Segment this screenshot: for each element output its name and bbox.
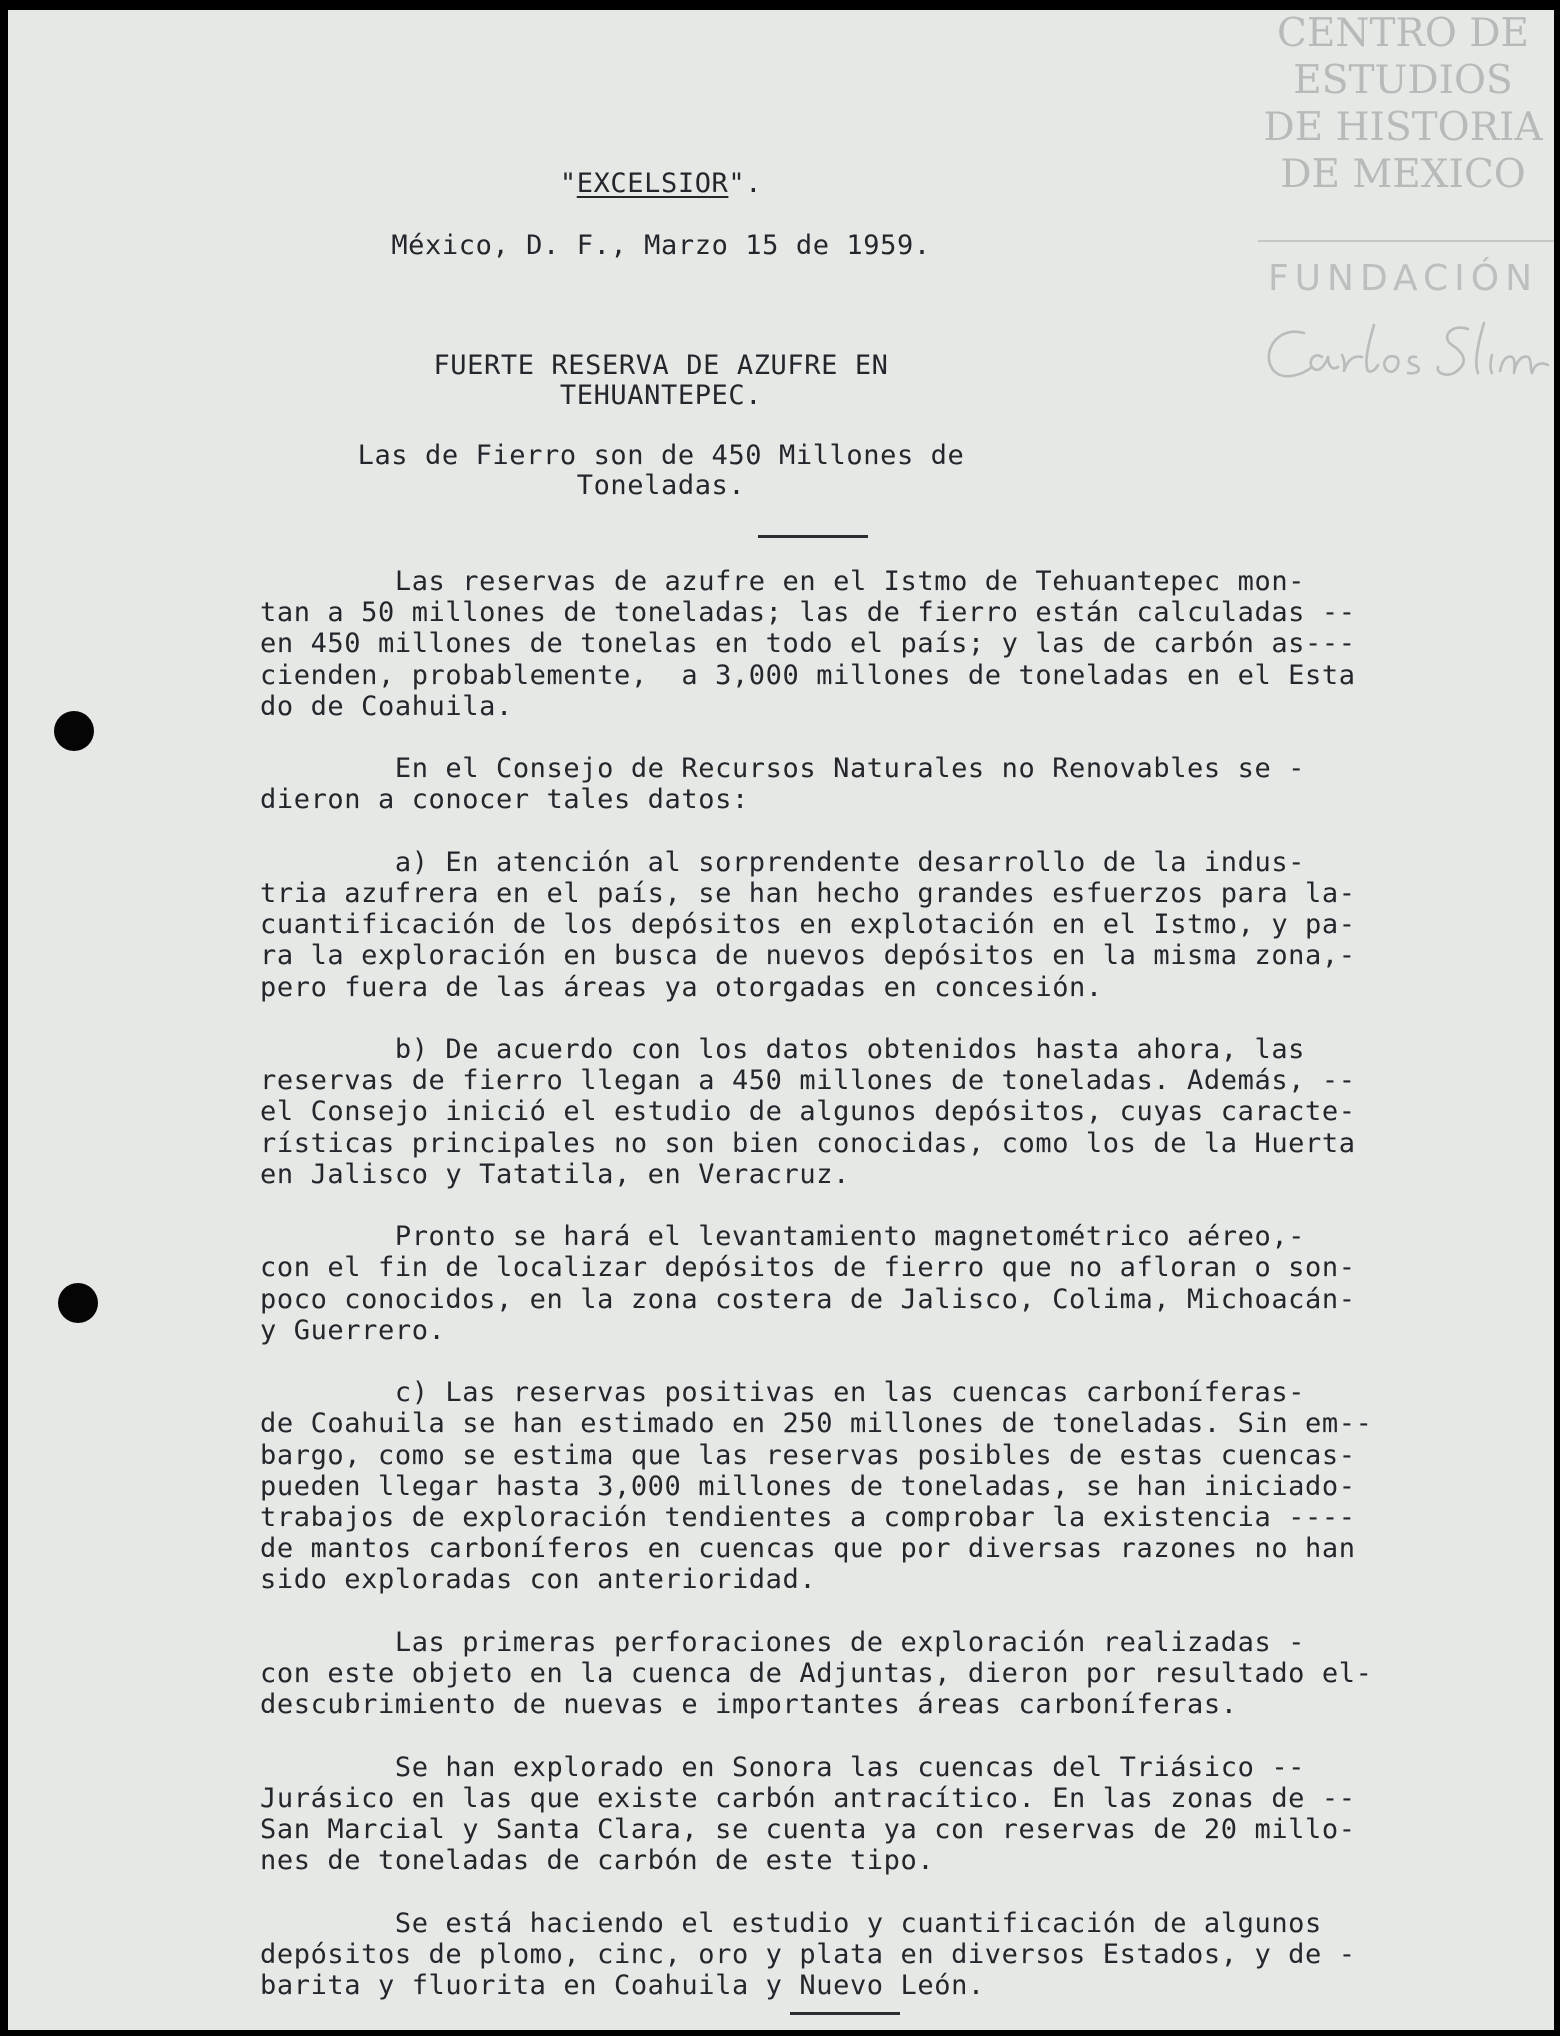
masthead-quote-close: ". — [728, 168, 763, 199]
body-line: rísticas principales no son bien conocidas, como los de la Huerta — [260, 1127, 1356, 1159]
body-line: Pronto se hará el levantamiento magnetométrico aéreo,- — [260, 1221, 1306, 1253]
body-line: a) En atención al sorprendente desarrollo de la indus- — [260, 846, 1306, 878]
subheadline-line-1: Las de Fierro son de 450 Millones de — [357, 440, 965, 471]
body-line: poco conocidos, en la zona costera de Jalisco, Colima, Michoacán- — [260, 1283, 1356, 1315]
body-line: descubrimiento de nuevas e importantes áreas carboníferas. — [260, 1689, 1238, 1721]
watermark-line: DE MEXICO — [1280, 152, 1526, 197]
body-line: Se han explorado en Sonora las cuencas del Triásico -- — [260, 1751, 1306, 1783]
body-line: Jurásico en las que existe carbón antracítico. En las zonas de -- — [260, 1782, 1356, 1814]
body-line: tan a 50 millones de toneladas; las de fierro están calculadas -- — [260, 597, 1356, 629]
body-line: en Jalisco y Tatatila, en Veracruz. — [260, 1158, 850, 1190]
body-line: el Consejo inició el estudio de algunos depósitos, cuyas caracte- — [260, 1096, 1356, 1128]
body-line: ra la exploración en busca de nuevos depósitos en la misma zona,- — [260, 940, 1356, 972]
punch-hole — [54, 711, 94, 751]
body-line: con este objeto en la cuenca de Adjuntas, dieron por resultado el- — [260, 1658, 1373, 1689]
body-line: de Coahuila se han estimado en 250 millones de toneladas. Sin em-- — [260, 1408, 1373, 1440]
body-line: pueden llegar hasta 3,000 millones de toneladas, se han iniciado- — [260, 1470, 1356, 1502]
body-line: depósitos de plomo, cinc, oro y plata en diversos Estados, y de - — [260, 1938, 1356, 1970]
body-line: En el Consejo de Recursos Naturales no Renovables se - — [260, 753, 1306, 785]
body-line: dieron a conocer tales datos: — [260, 784, 749, 816]
body-line: trabajos de exploración tendientes a comprobar la existencia ---- — [260, 1502, 1356, 1533]
masthead-quote-open: " — [559, 168, 577, 199]
punch-hole — [58, 1283, 98, 1323]
body-line: Las reservas de azufre en el Istmo de Tehuantepec mon- — [260, 566, 1306, 597]
headline-line-1: FUERTE RESERVA DE AZUFRE EN — [433, 350, 889, 381]
section-divider — [758, 535, 868, 538]
end-divider — [790, 2012, 900, 2015]
dateline: México, D. F., Marzo 15 de 1959. — [391, 230, 931, 261]
body-line: de mantos carboníferos en cuencas que por diversas razones no han — [260, 1533, 1356, 1565]
headline-line-2: TEHUANTEPEC. — [559, 380, 763, 411]
masthead-title: EXCELSIOR — [576, 168, 729, 199]
watermark-line: ESTUDIOS — [1293, 58, 1513, 103]
body-line: c) Las reservas positivas en las cuencas carboníferas- — [260, 1377, 1306, 1409]
body-line: con el fin de localizar depósitos de fierro que no afloran o son- — [260, 1252, 1356, 1284]
body-line: Se está haciendo el estudio y cuantificación de algunos — [260, 1907, 1322, 1939]
body-line: nes de toneladas de carbón de este tipo. — [260, 1845, 935, 1877]
body-line: Las primeras perforaciones de exploración realizadas - — [260, 1626, 1306, 1658]
body-line: do de Coahuila. — [260, 690, 513, 722]
body-line: b) De acuerdo con los datos obtenidos hasta ahora, las — [260, 1034, 1306, 1065]
body-line: pero fuera de las áreas ya otorgadas en concesión. — [260, 971, 1103, 1003]
watermark-foundation: FUNDACIÓN — [1267, 258, 1539, 299]
body-line: bargo, como se estima que las reservas posibles de estas cuencas- — [260, 1439, 1356, 1471]
body-line: tria azufrera en el país, se han hecho grandes esfuerzos para la- — [260, 878, 1356, 909]
body-line: cuantificación de los depósitos en explotación en el Istmo, y pa- — [260, 909, 1356, 941]
watermark-line: DE HISTORIA — [1263, 105, 1543, 150]
document-page — [8, 10, 1554, 2030]
watermark-line: CENTRO DE — [1277, 11, 1529, 56]
body-line: reservas de fierro llegan a 450 millones de toneladas. Además, -- — [260, 1065, 1356, 1097]
body-line: en 450 millones de tonelas en todo el país; y las de carbón as--- — [260, 628, 1356, 660]
body-line: y Guerrero. — [260, 1314, 446, 1346]
newspaper-masthead — [8, 168, 1434, 199]
subheadline-line-2: Toneladas. — [576, 470, 746, 501]
body-line: barita y fluorita en Coahuila y Nuevo León. — [260, 1970, 985, 2001]
body-line: cienden, probablemente, a 3,000 millones de toneladas en el Esta — [260, 659, 1356, 691]
body-line: San Marcial y Santa Clara, se cuenta ya con reservas de 20 millo- — [260, 1814, 1356, 1845]
body-line: sido exploradas con anterioridad. — [260, 1564, 817, 1596]
